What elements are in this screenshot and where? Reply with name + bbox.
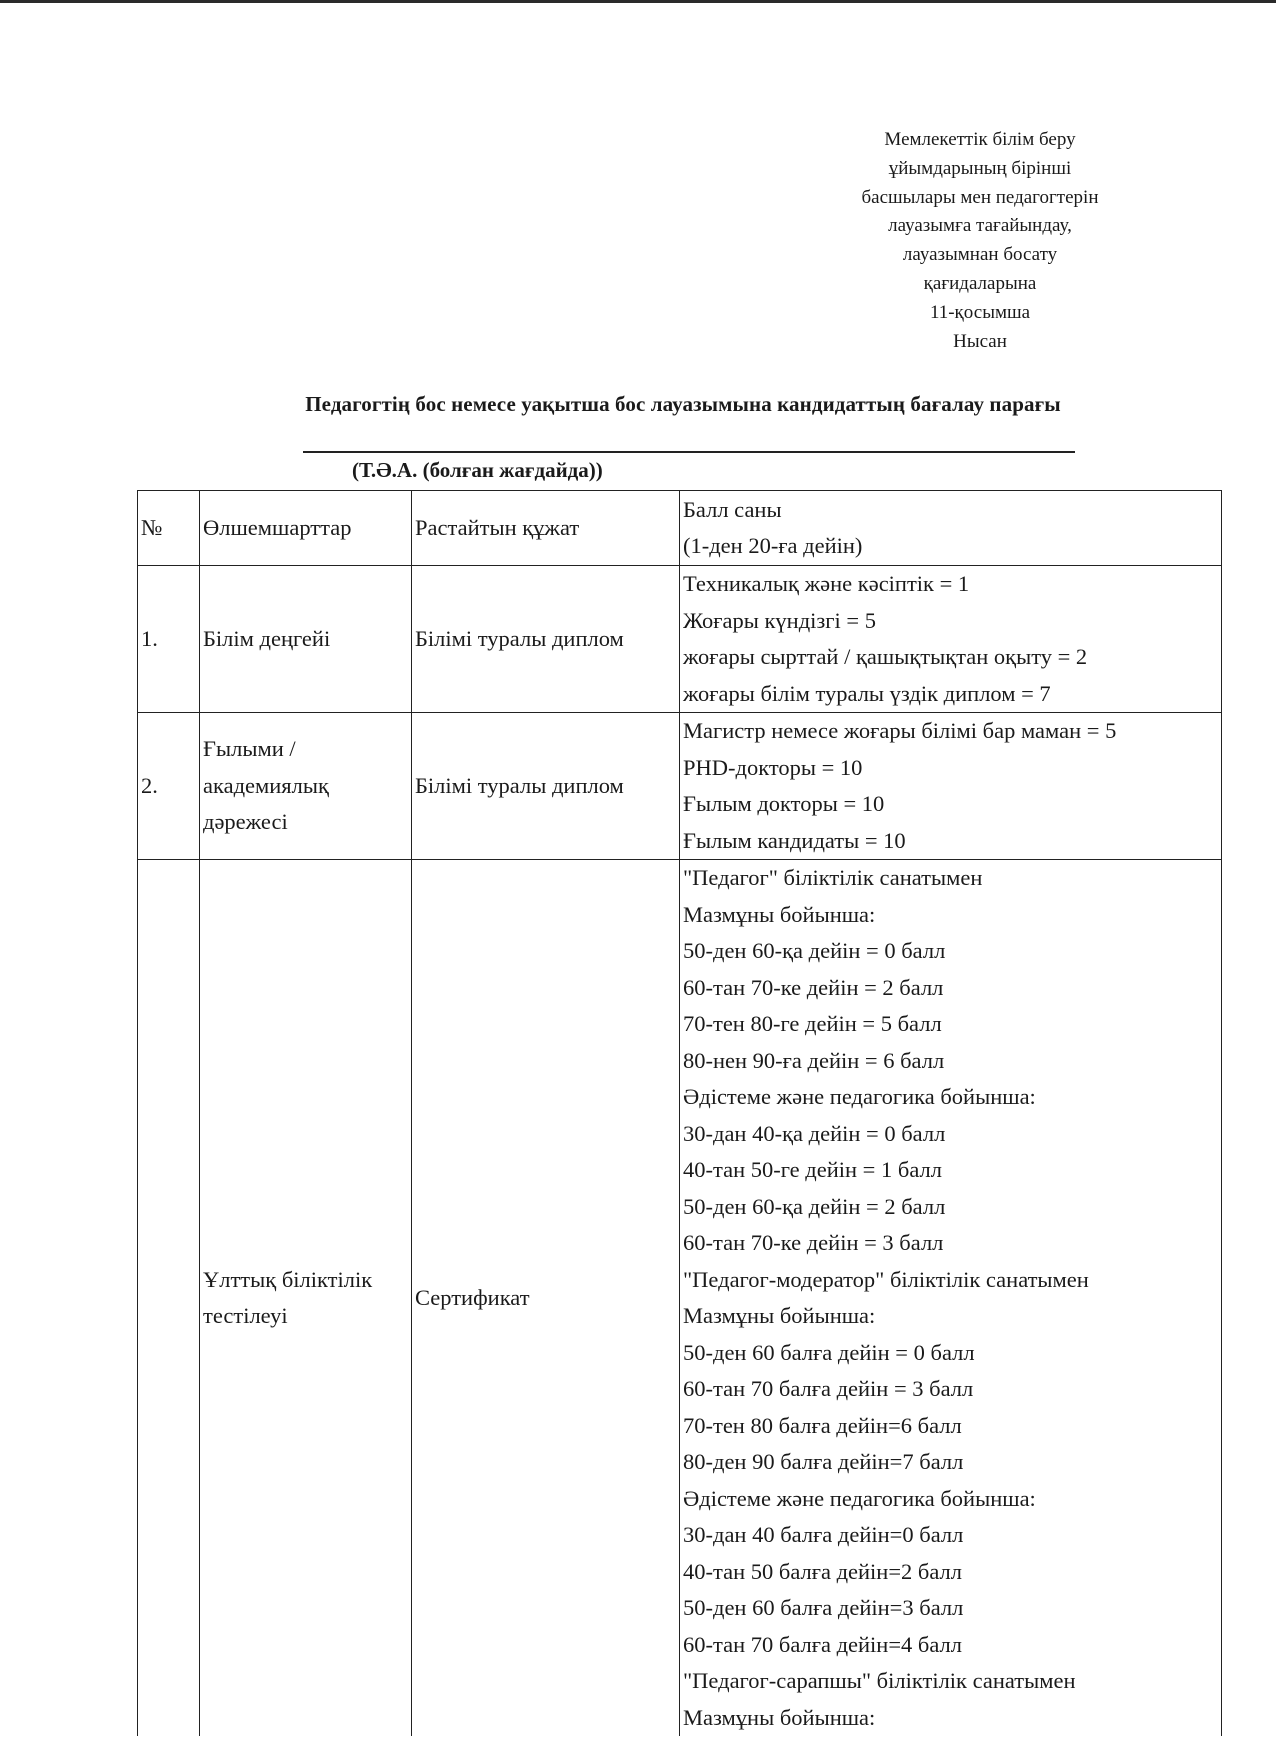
appendix-note-line: 11-қосымша — [929, 301, 1031, 323]
row-number — [138, 860, 200, 1737]
row-criteria: Ұлттық біліктілік тестілеуі — [200, 860, 412, 1737]
score-line: "Педагог-сарапшы" біліктілік санатымен — [683, 1668, 1076, 1693]
score-line: 40-тан 50-ге дейін = 1 балл — [683, 1157, 942, 1182]
score-line: Мазмұны бойынша: — [683, 1303, 876, 1328]
appendix-note-line: Мемлекеттік білім беру — [884, 129, 1076, 150]
score-line: 50-ден 60-қа дейін = 0 балл — [683, 938, 946, 963]
table-header-row — [138, 491, 1222, 566]
header-number: № — [138, 491, 200, 566]
score-line: Мазмұны бойынша: — [683, 1704, 876, 1730]
score-line: жоғары білім туралы үздік диплом = 7 — [683, 680, 1051, 706]
name-caption: (Т.Ә.А. (болған жағдайда)) — [352, 458, 603, 482]
appendix-note-line: лауазымнан босату — [902, 244, 1058, 266]
table-row — [138, 713, 1222, 860]
name-signature-line — [303, 451, 1075, 453]
score-line: 50-ден 60-қа дейін = 2 балл — [683, 1193, 946, 1219]
score-line: 30-дан 40 балға дейін=0 балл — [683, 1522, 964, 1547]
row-number: 2. — [138, 713, 200, 860]
score-line: "Педагог" біліктілік санатымен — [683, 865, 983, 890]
appendix-note-line: қағидаларына — [923, 272, 1037, 294]
score-line: 70-тен 80 балға дейін=6 балл — [683, 1412, 962, 1438]
score-line: Ғылым докторы = 10 — [683, 791, 885, 816]
score-line: Магистр немесе жоғары білімі бар маман = 5 — [683, 718, 1117, 743]
row-document: Сертификат — [412, 860, 680, 1737]
score-line: Әдістеме және педагогика бойынша: — [683, 1084, 1036, 1109]
score-line: Мазмұны бойынша: — [683, 901, 876, 927]
score-line: Техникалық және кәсіптік = 1 — [683, 571, 970, 596]
score-line: 30-дан 40-қа дейін = 0 балл — [683, 1120, 946, 1146]
score-line: 60-тан 70 балға дейін=4 балл — [683, 1631, 962, 1657]
score-line: "Педагог-модератор" біліктілік санатымен — [683, 1266, 1089, 1292]
score-line: 70-тен 80-ге дейін = 5 балл — [683, 1011, 942, 1036]
header-score-line: Балл саны — [683, 497, 782, 522]
row-document: Білімі туралы диплом — [412, 566, 680, 713]
score-line: 80-ден 90 балға дейін=7 балл — [683, 1449, 964, 1474]
header-criteria: Өлшемшарттар — [200, 491, 412, 566]
document-title: Педагогтің бос немесе уақытша бос лауазымына кандидаттың бағалау парағы — [305, 392, 1061, 416]
appendix-note-line: Нысан — [953, 330, 1007, 352]
score-line: 60-тан 70 балға дейін = 3 балл — [683, 1376, 974, 1401]
score-line: Жоғары күндізгі = 5 — [683, 607, 876, 633]
row-document: Білімі туралы диплом — [412, 713, 680, 860]
row-scores — [680, 566, 1222, 713]
score-line: PHD-докторы = 10 — [683, 754, 863, 780]
score-line: 80-нен 90-ға дейін = 6 балл — [683, 1047, 945, 1073]
appendix-note-line: басшылары мен педагогтерін — [861, 186, 1099, 208]
appendix-note-line: лауазымға тағайындау, — [888, 215, 1072, 237]
row-scores — [680, 713, 1222, 860]
table-row — [138, 860, 1222, 1737]
row-scores — [680, 860, 1222, 1737]
score-line: 40-тан 50 балға дейін=2 балл — [683, 1558, 962, 1584]
score-line: 60-тан 70-ке дейін = 2 балл — [683, 974, 944, 1000]
score-line: 60-тан 70-ке дейін = 3 балл — [683, 1230, 944, 1255]
header-score — [680, 491, 1222, 566]
table-row — [138, 566, 1222, 713]
appendix-note-line: ұйымдарының бірінші — [888, 157, 1072, 179]
score-line: Әдістеме және педагогика бойынша: — [683, 1485, 1036, 1511]
score-line: Ғылым кандидаты = 10 — [683, 827, 906, 853]
appendix-note — [820, 126, 1140, 356]
page-top-edge — [0, 0, 1276, 3]
header-score-line: (1-ден 20-ға дейін) — [683, 533, 863, 558]
score-line: 50-ден 60 балға дейін=3 балл — [683, 1595, 964, 1620]
score-line: 50-ден 60 балға дейін = 0 балл — [683, 1339, 975, 1365]
score-line: жоғары сырттай / қашықтықтан оқыту = 2 — [683, 644, 1088, 669]
row-criteria: Білім деңгейі — [200, 566, 412, 713]
evaluation-table — [137, 490, 1222, 1736]
row-criteria: Ғылыми / академиялық дәрежесі — [200, 713, 412, 860]
header-document: Растайтын құжат — [412, 491, 680, 566]
row-number: 1. — [138, 566, 200, 713]
